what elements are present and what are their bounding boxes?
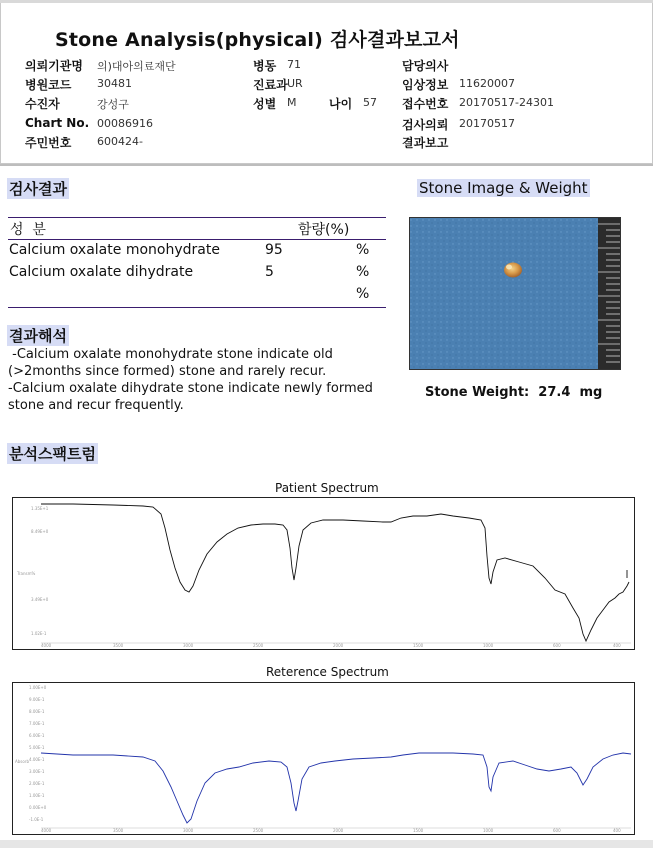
svg-text:6.00E-1: 6.00E-1 [29,733,45,738]
value-patient: 강성구 [97,98,129,111]
svg-text:5.00E-1: 5.00E-1 [29,745,45,750]
svg-text:400: 400 [613,828,621,833]
interpretation-line: -Calcium oxalate dihydrate stone indicate newly formed [8,381,373,396]
svg-text:1000: 1000 [483,643,494,648]
label-sex: 성별 [253,97,277,111]
svg-text:1.02E-1: 1.02E-1 [31,631,47,636]
svg-text:4000: 4000 [41,828,52,833]
value-resident-number: 600424- [97,135,143,148]
value-requesting-institution: 의)대아의료재단 [97,60,176,73]
svg-text:2500: 2500 [253,828,264,833]
svg-text:8.49E+0: 8.49E+0 [31,529,49,534]
label-result-report: 결과보고 [402,136,449,150]
reference-spectrum-graphic [13,683,634,834]
value-clinical-info: 11620007 [459,77,515,90]
patient-spectrum-line [41,504,629,641]
result-row-value: 5 [265,264,274,280]
label-test-request: 검사의뢰 [402,118,449,132]
label-clinical-info: 임상정보 [402,78,449,92]
result-row-name: Calcium oxalate monohydrate [9,242,220,258]
svg-text:4.00E-1: 4.00E-1 [29,757,45,762]
reference-spectrum-line [41,753,631,823]
interpretation-line: stone and recur frequently. [8,398,184,413]
results-col-component: 성 분 [10,222,46,238]
bottom-frame [0,840,653,848]
label-hospital-code: 병원코드 [25,78,72,92]
patient-spectrum-graphic [13,498,634,649]
results-section-title: 검사결과 [9,180,67,198]
value-hospital-code: 30481 [97,77,132,90]
stone-photo-graphic [410,218,620,369]
label-age: 나이 [329,97,353,111]
svg-text:0.00E+0: 0.00E+0 [29,805,47,810]
label-receipt-number: 접수번호 [402,97,449,111]
result-row-unit: % [356,264,370,280]
patient-spectrum-title: Patient Spectrum [275,481,379,495]
label-department: 진료과 [253,78,288,92]
stone-weight [425,385,602,400]
value-department: UR [287,77,303,90]
stone-weight-value: 27.4 [538,385,571,400]
svg-text:3000: 3000 [183,643,194,648]
svg-text:2000: 2000 [333,643,344,648]
stone-weight-label: Stone Weight: [425,385,530,400]
svg-text:4000: 4000 [41,643,52,648]
header-separator [0,164,653,166]
svg-text:-1.0E-1: -1.0E-1 [29,817,44,822]
value-test-request: 20170517 [459,117,515,130]
patient-spectrum-chart [12,497,635,650]
svg-text:3.00E-1: 3.00E-1 [29,769,45,774]
svg-text:8.00E-1: 8.00E-1 [29,709,45,714]
svg-text:1500: 1500 [413,643,424,648]
value-ward: 71 [287,58,301,71]
svg-text:3500: 3500 [113,643,124,648]
stone-section-title: Stone Image & Weight [419,179,588,197]
label-chart-no: Chart No. [25,116,90,130]
result-row-unit: % [356,242,370,258]
svg-text:2000: 2000 [333,828,344,833]
svg-text:3000: 3000 [183,828,194,833]
svg-text:400: 400 [613,643,621,648]
value-chart-no: 00086916 [97,117,153,130]
svg-text:3.49E+0: 3.49E+0 [31,597,49,602]
svg-text:1000: 1000 [483,828,494,833]
svg-text:Absorb: Absorb [15,759,29,764]
results-header-rule [8,239,386,240]
svg-text:3500: 3500 [113,828,124,833]
stone-weight-unit: mg [579,385,603,400]
interpretation-section-title: 결과해석 [9,327,67,345]
results-top-rule [8,217,386,218]
interpretation-text [8,346,388,414]
svg-text:Transm%: Transm% [17,571,36,576]
svg-text:1.00E+0: 1.00E+0 [29,685,47,690]
label-attending-doctor: 담당의사 [402,59,449,73]
result-row-unit: % [356,286,370,302]
label-requesting-institution: 의뢰기관명 [25,59,83,73]
reference-spectrum-title: Reterence Spectrum [266,665,389,679]
value-sex: M [287,96,297,109]
value-age: 57 [363,96,377,109]
spectrum-section-title: 분석스팩트럼 [9,445,96,463]
label-resident-number: 주민번호 [25,136,72,150]
svg-text:7.00E-1: 7.00E-1 [29,721,45,726]
label-patient: 수진자 [25,97,60,111]
svg-text:1500: 1500 [413,828,424,833]
result-row-value: 95 [265,242,283,258]
value-receipt-number: 20170517-24301 [459,96,554,109]
svg-text:2500: 2500 [253,643,264,648]
stone-photo [409,217,621,370]
results-col-content: 함량(%) [298,222,350,238]
interpretation-line: (>2months since formed) stone and rarely recur. [8,364,327,379]
report-header [0,3,653,164]
svg-text:2.00E-1: 2.00E-1 [29,781,45,786]
svg-text:9.00E-1: 9.00E-1 [29,697,45,702]
reference-spectrum-chart [12,682,635,835]
label-ward: 병동 [253,59,277,73]
interpretation-line: -Calcium oxalate monohydrate stone indicate old [8,347,333,362]
result-row-name: Calcium oxalate dihydrate [9,264,194,280]
svg-text:600: 600 [553,643,561,648]
results-bottom-rule [8,307,386,308]
svg-text:1.00E-1: 1.00E-1 [29,793,45,798]
report-title: Stone Analysis(physical) 검사결과보고서 [55,29,460,51]
svg-text:600: 600 [553,828,561,833]
svg-text:1.35E+1: 1.35E+1 [31,506,49,511]
